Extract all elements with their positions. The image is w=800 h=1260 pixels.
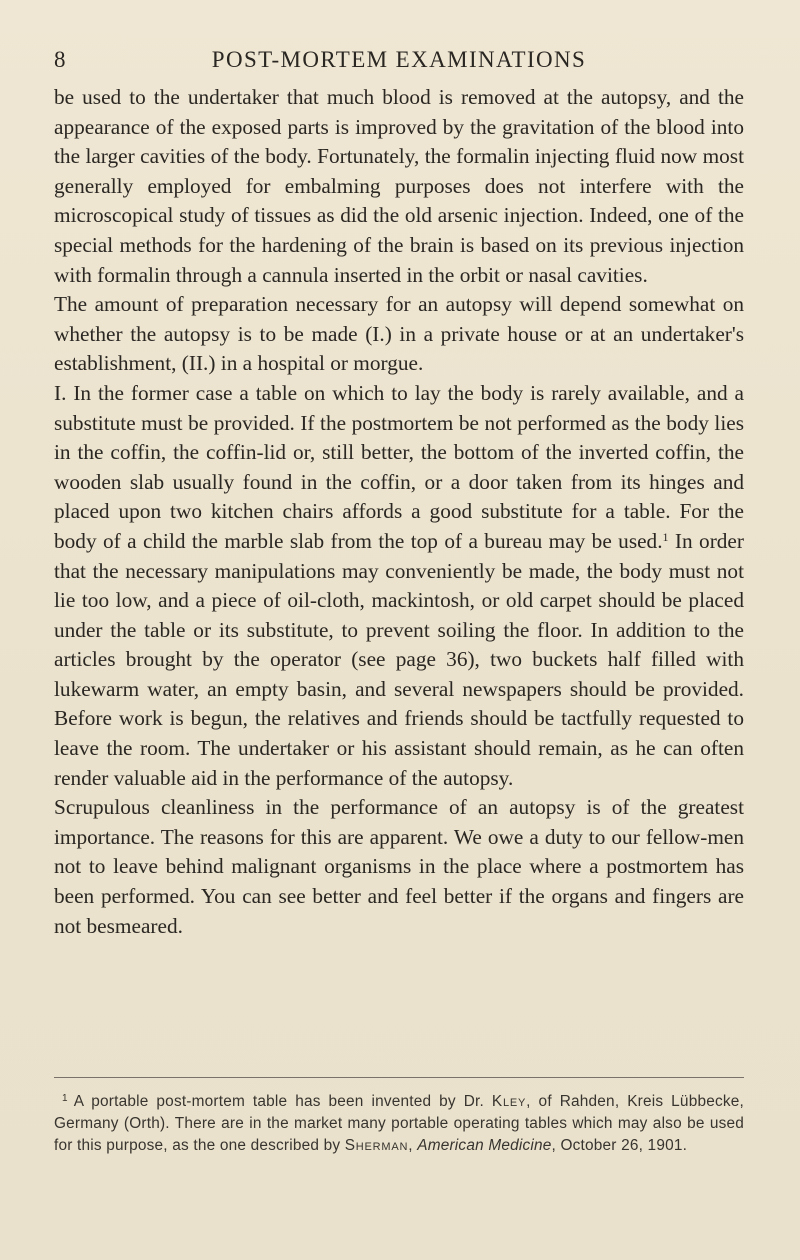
footnote-reference: 1	[662, 529, 669, 544]
paragraph-4: Scrupulous cleanliness in the performance of an autopsy is of the greatest importance. The reasons for this are apparent. We owe a duty to our fellow-men not to leave behind malignant organisms in the place where a postmortem has been performed. You can see better and feel better if the organs and fingers are not besmeared.	[54, 795, 744, 938]
paragraph-3-part-b: In order that the necessary manipulations may conveniently be made, the body must not lie too low, and a piece of oil-cloth, mackintosh, or old carpet should be placed under the table or its substitute, to prevent soiling the floor. In addition to the articles brought by the operator (see page 36), two buckets half filled with lukewarm water, an empty basin, and several newspapers should be provided. Before work is begun, the relatives and friends should be tactfully requested to leave the room. The undertaker or his assistant should remain, as he can often render valuable aid in the performance of the autopsy.	[54, 528, 744, 790]
footnote-journal: American Medicine	[417, 1137, 552, 1154]
footnote-name-kley: Kley	[491, 1093, 527, 1110]
footnote-divider	[54, 1077, 744, 1078]
paragraph-3	[54, 379, 744, 793]
footnote	[54, 1088, 744, 1157]
paragraph-3-part-a: I. In the former case a table on which to lay the body is rarely available, and a substitute must be provided. If the postmortem be not performed as the body lies in the coffin, the coffin-lid or, still better, the bottom of the inverted coffin, the wooden slab usually found in the coffin, or a door taken from its hinges and placed upon two kitchen chairs affords a good substitute for a table. For the body of a child the marble slab from the top of a bureau may be used.	[54, 380, 744, 553]
paragraph-2: The amount of preparation necessary for an autopsy will depend somewhat on whether the autopsy is to be made (I.) in a private house or at an undertaker's establishment, (II.) in a hospital or morgue.	[54, 292, 744, 376]
running-title: POST-MORTEM EXAMINATIONS	[211, 47, 587, 72]
footnote-mark: 1	[62, 1093, 68, 1104]
main-text	[54, 83, 744, 941]
footnote-text-c: ,	[408, 1137, 418, 1154]
footnote-text-a: A portable post-mortem table has been invented by Dr.	[73, 1093, 492, 1110]
footnote-text-b: , of Rahden, Kreis Lübbecke, Germany (Orth). There are in the market many portable operating tables which may also be used for this purpose, as the one described by	[54, 1093, 745, 1154]
footnote-name-sherman: Sherman	[344, 1137, 409, 1154]
footnote-text-d: , October 26, 1901.	[551, 1137, 688, 1154]
page-header	[54, 47, 744, 81]
paragraph-1: be used to the undertaker that much blood is removed at the autopsy, and the appearance of the exposed parts is improved by the gravitation of the blood into the larger cavities of the body. Fortunately, the formalin injecting fluid now most generally employed for embalming purposes does not interfere with the microscopical study of tissues as did the old arsenic injection. Indeed, one of the special methods for the hardening of the brain is based on its previous injection with formalin through a cannula inserted in the orbit or nasal cavities.	[54, 85, 744, 287]
page-number: 8	[54, 47, 67, 72]
